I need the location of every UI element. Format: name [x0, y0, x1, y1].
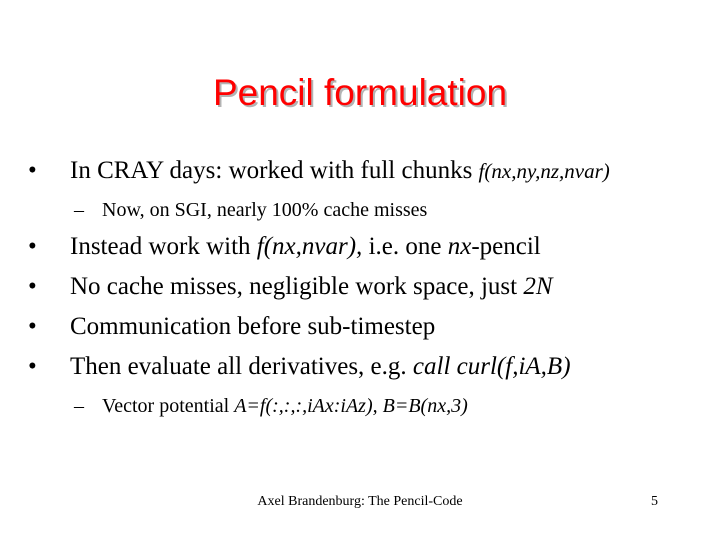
subbullet-text: Now, on SGI, nearly 100% cache misses — [102, 199, 428, 221]
bullet-marker: • — [28, 273, 37, 300]
bullet-marker: • — [28, 313, 37, 340]
text-run: In CRAY days: worked with full chunks — [70, 157, 479, 184]
italic-run: A=f(:,:,:,iAx:iAz), B=B(nx,3) — [234, 395, 468, 417]
bullet-text — [70, 353, 571, 381]
bullet-text — [70, 157, 610, 185]
page-number: 5 — [651, 494, 658, 509]
text-run: Then evaluate all derivatives, e.g. — [70, 353, 413, 380]
text-run: Instead work with — [70, 233, 257, 260]
bullet-marker: • — [28, 353, 37, 380]
italic-run: 2N — [523, 273, 553, 300]
slide-footer: Axel Brandenburg: The Pencil-Code — [257, 494, 463, 509]
text-run: No cache misses, negligible work space, just — [70, 273, 524, 300]
italic-run: f(nx,ny,nz,nvar) — [478, 159, 610, 183]
italic-run: f(nx,nvar), — [256, 233, 363, 260]
subbullet-marker: – — [74, 199, 84, 221]
bullet-marker: • — [28, 157, 37, 184]
italic-run: call curl(f,iA,B) — [412, 353, 571, 380]
text-run: -pencil — [471, 233, 541, 260]
bullet-marker: • — [28, 233, 37, 260]
bullet-text — [70, 233, 541, 261]
italic-run: nx — [447, 233, 472, 260]
bullet-text: Communication before sub-timestep — [70, 313, 436, 340]
bullet-text — [70, 273, 553, 301]
slide-title: Pencil formulation — [212, 72, 508, 113]
subbullet-text — [102, 395, 468, 418]
text-run: i.e. one — [362, 233, 448, 260]
subbullet-marker: – — [74, 395, 84, 417]
text-run: Vector potential — [102, 395, 235, 417]
